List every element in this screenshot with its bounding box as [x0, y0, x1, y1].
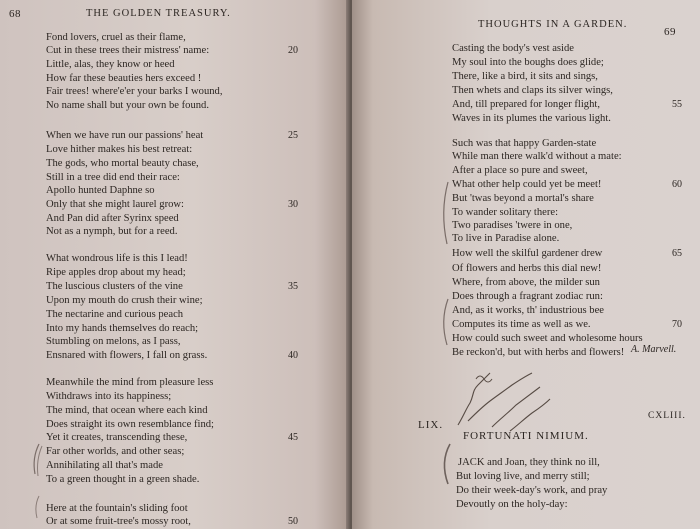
- poem-line: Casting the body's vest aside: [452, 43, 574, 54]
- poem-line: What wondrous life is this I lead!: [46, 253, 188, 264]
- running-head-left: THE GOLDEN TREASURY.: [86, 8, 231, 19]
- poem-line: Little, alas, they know or heed: [46, 59, 175, 70]
- poem-line: Fond lovers, cruel as their flame,: [46, 32, 186, 43]
- line-number: 55: [672, 99, 682, 110]
- poem-line: Stumbling on melons, as I pass,: [46, 336, 181, 347]
- poem-line: While man there walk'd without a mate:: [452, 151, 622, 162]
- poem-line: Be reckon'd, but with herbs and flowers!: [452, 347, 625, 358]
- poem-line: Does through a fragrant zodiac run:: [452, 291, 603, 302]
- poem-line: There, like a bird, it sits and sings,: [452, 71, 598, 82]
- pencil-bracket-mark: [438, 295, 452, 350]
- poem-line: After a place so pure and sweet,: [452, 165, 588, 176]
- pencil-bracket-mark: [28, 440, 44, 520]
- poem-line: Yet it creates, transcending these,: [46, 432, 188, 443]
- poem-line: The luscious clusters of the vine: [46, 281, 183, 292]
- poem-number: LIX.: [418, 419, 444, 431]
- poem-line: The gods, who mortal beauty chase,: [46, 158, 199, 169]
- poem-line: Ensnared with flowers, I fall on grass.: [46, 350, 208, 361]
- poem-line: The mind, that ocean where each kind: [46, 405, 208, 416]
- poem-line: Do their week-day's work, and pray: [456, 485, 608, 496]
- poem-line: Where, from above, the milder sun: [452, 277, 600, 288]
- poem-line: How far these beauties hers exceed !: [46, 73, 202, 84]
- poem-line: Still in a tree did end their race:: [46, 172, 180, 183]
- poem-line: And Pan did after Syrinx speed: [46, 213, 179, 224]
- poem-line: Into my hands themselves do reach;: [46, 323, 199, 334]
- poem-line: And, as it works, th' industrious bee: [452, 305, 604, 316]
- poem-line: To live in Paradise alone.: [452, 233, 560, 244]
- poem-line: Not as a nymph, but for a reed.: [46, 226, 178, 237]
- poem-line: Waves in its plumes the various light.: [452, 113, 611, 124]
- poem-line: Such was that happy Garden-state: [452, 138, 597, 149]
- poem-line: No name shall but your own be found.: [46, 100, 209, 111]
- poem-line: Then whets and claps its silver wings,: [452, 85, 613, 96]
- poem-line: Cut in these trees their mistress' name:: [46, 45, 210, 56]
- poem-line: And, till prepared for longer flight,: [452, 99, 600, 110]
- poem-line: Two paradises 'twere in one,: [452, 220, 573, 231]
- poem-reference: CXLIII.: [648, 411, 686, 421]
- line-number: 60: [672, 179, 682, 190]
- poem-line: What other help could yet be meet!: [452, 179, 602, 190]
- poem-line: To wander solitary there:: [452, 207, 559, 218]
- poem-line: To a green thought in a green shade.: [46, 474, 200, 485]
- poem-line: Fair trees! where'e'er your barks I wound,: [46, 86, 223, 97]
- line-number: 35: [288, 281, 298, 292]
- page-number-left: 68: [9, 8, 21, 20]
- poem-line: Of flowers and herbs this dial new!: [452, 263, 602, 274]
- poem-line: Far other worlds, and other seas;: [46, 446, 185, 457]
- running-head-right: THOUGHTS IN A GARDEN.: [478, 19, 628, 30]
- line-number: 40: [288, 350, 298, 361]
- poem-line: The nectarine and curious peach: [46, 309, 184, 320]
- page-number-right: 69: [664, 26, 676, 38]
- poem-line: Apollo hunted Daphne so: [46, 185, 155, 196]
- poem-line: JACK and Joan, they think no ill,: [458, 457, 600, 468]
- line-number: 45: [288, 432, 298, 443]
- poem-line: Ripe apples drop about my head;: [46, 267, 186, 278]
- poem-line: Annihilating all that's made: [46, 460, 163, 471]
- line-number: 30: [288, 199, 298, 210]
- poem-line: Love hither makes his best retreat:: [46, 144, 193, 155]
- poem-title: FORTUNATI NIMIUM.: [463, 430, 589, 442]
- poem-line: But loving live, and merry still;: [456, 471, 590, 482]
- poem-line: Withdraws into its happiness;: [46, 391, 172, 402]
- poem-line: Meanwhile the mind from pleasure less: [46, 377, 214, 388]
- poem-line: Devoutly on the holy-day:: [456, 499, 568, 510]
- poem-line: Here at the fountain's sliding foot: [46, 503, 188, 514]
- line-number: 70: [672, 319, 682, 330]
- poem-line: But 'twas beyond a mortal's share: [452, 193, 594, 204]
- poem-line: How well the skilful gardener drew: [452, 248, 603, 259]
- poem-line: Computes its time as well as we.: [452, 319, 591, 330]
- poem-line: Does straight its own resemblance find;: [46, 419, 214, 430]
- poem-line: My soul into the boughs does glide;: [452, 57, 604, 68]
- pencil-bracket-mark: [436, 440, 456, 490]
- poem-line: Only that she might laurel grow:: [46, 199, 184, 210]
- poem-line: When we have run our passions' heat: [46, 130, 204, 141]
- line-number: 50: [288, 516, 298, 527]
- line-number: 25: [288, 130, 298, 141]
- poem-line: How could such sweet and wholesome hours: [452, 333, 643, 344]
- line-number: 65: [672, 248, 682, 259]
- poem-line: Or at some fruit-tree's mossy root,: [46, 516, 191, 527]
- handwritten-pencil-note: [452, 355, 582, 435]
- right-page: [352, 0, 700, 529]
- line-number: 20: [288, 45, 298, 56]
- attribution: A. Marvell.: [631, 344, 677, 355]
- poem-line: Upon my mouth do crush their wine;: [46, 295, 203, 306]
- pencil-bracket-mark: [438, 178, 452, 248]
